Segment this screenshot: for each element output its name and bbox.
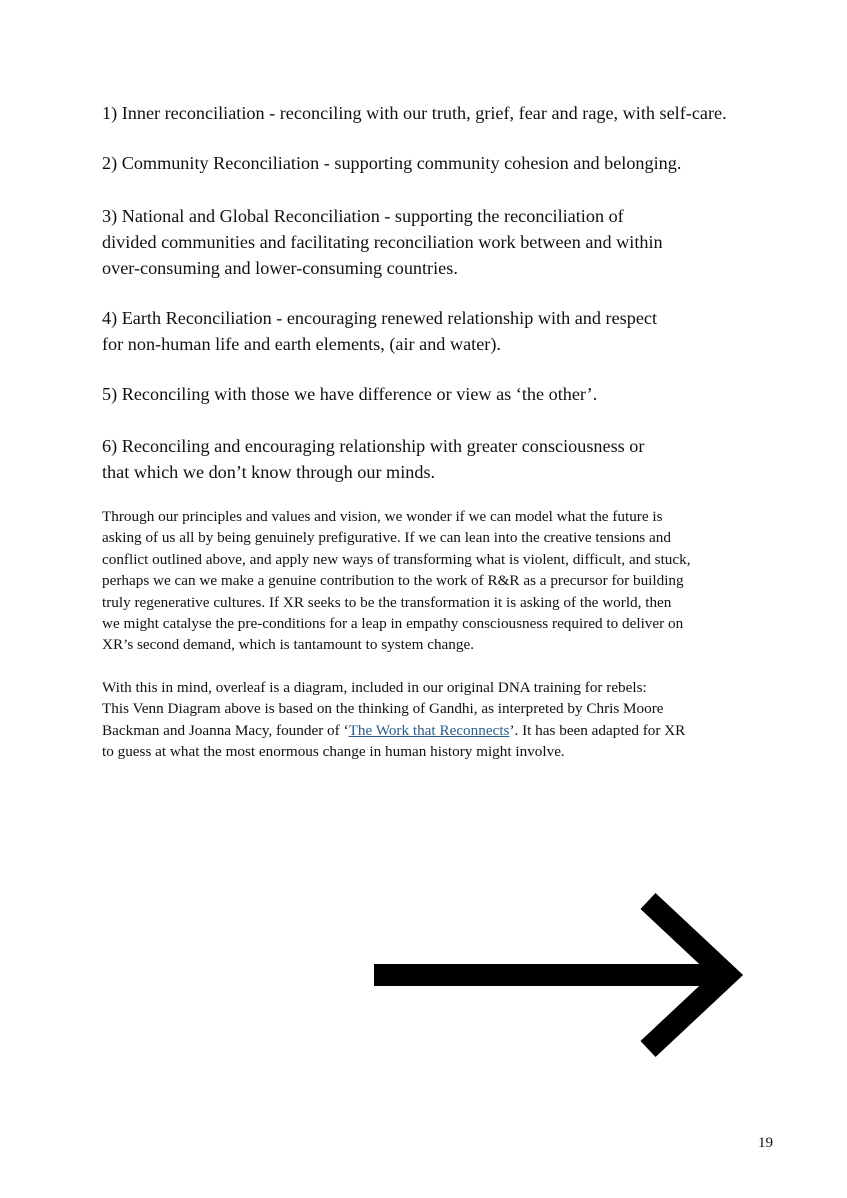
text-before-link: Backman and Joanna Macy, founder of ‘ — [102, 721, 349, 739]
page-number: 19 — [758, 1135, 773, 1151]
right-arrow-icon — [372, 890, 752, 1060]
paragraph-line-with-link — [102, 720, 752, 741]
item-line: 5) Reconciling with those we have difference or view as ‘the other’. — [102, 384, 598, 404]
paragraph-line: we might catalyse the pre-conditions for a leap in empathy consciousness required to deliver on — [102, 615, 684, 633]
body-paragraph-prefigurative — [102, 506, 752, 656]
item-line: 3) National and Global Reconciliation - supporting the reconciliation of — [102, 206, 624, 226]
item-line: 6) Reconciling and encouraging relationship with greater consciousness or — [102, 436, 645, 456]
paragraph-line: to guess at what the most enormous change in human history might involve. — [102, 743, 565, 761]
paragraph-line: conflict outlined above, and apply new ways of transforming what is violent, difficult, and stuck, — [102, 550, 691, 568]
item-line: that which we don’t know through our minds. — [102, 462, 436, 482]
reconciliation-item-3 — [102, 203, 762, 281]
paragraph-line: Through our principles and values and vision, we wonder if we can model what the future is — [102, 508, 663, 525]
reconciliation-item-6 — [102, 433, 762, 485]
item-line: 2) Community Reconciliation - supporting community cohesion and belonging. — [102, 153, 682, 173]
body-paragraph-venn-diagram — [102, 677, 752, 763]
paragraph-line: With this in mind, overleaf is a diagram, included in our original DNA training for rebels: — [102, 679, 647, 696]
work-that-reconnects-link[interactable]: The Work that Reconnects — [348, 721, 510, 739]
paragraph-line: perhaps we can we make a genuine contribution to the work of R&R as a precursor for building — [102, 572, 684, 590]
reconciliation-item-2 — [102, 150, 762, 176]
item-line: for non-human life and earth elements, (air and water). — [102, 334, 501, 354]
paragraph-line: XR’s second demand, which is tantamount to system change. — [102, 636, 475, 654]
item-line: 1) Inner reconciliation - reconciling with our truth, grief, fear and rage, with self-care. — [102, 103, 727, 123]
paragraph-line: asking of us all by being genuinely prefigurative. If we can lean into the creative tensions and — [102, 529, 671, 547]
paragraph-line: This Venn Diagram above is based on the thinking of Gandhi, as interpreted by Chris Moore — [102, 700, 664, 718]
reconciliation-item-5 — [102, 381, 762, 407]
reconciliation-item-4 — [102, 305, 762, 357]
reconciliation-item-1 — [102, 100, 762, 126]
text-after-link: ’. It has been adapted for XR — [509, 721, 686, 739]
item-line: 4) Earth Reconciliation - encouraging renewed relationship with and respect — [102, 308, 658, 328]
item-line: divided communities and facilitating reconciliation work between and within — [102, 232, 663, 252]
arrow-shaft — [374, 964, 730, 986]
paragraph-line: truly regenerative cultures. If XR seeks to be the transformation it is asking of the world, then — [102, 593, 672, 611]
item-line: over-consuming and lower-consuming countries. — [102, 258, 458, 278]
